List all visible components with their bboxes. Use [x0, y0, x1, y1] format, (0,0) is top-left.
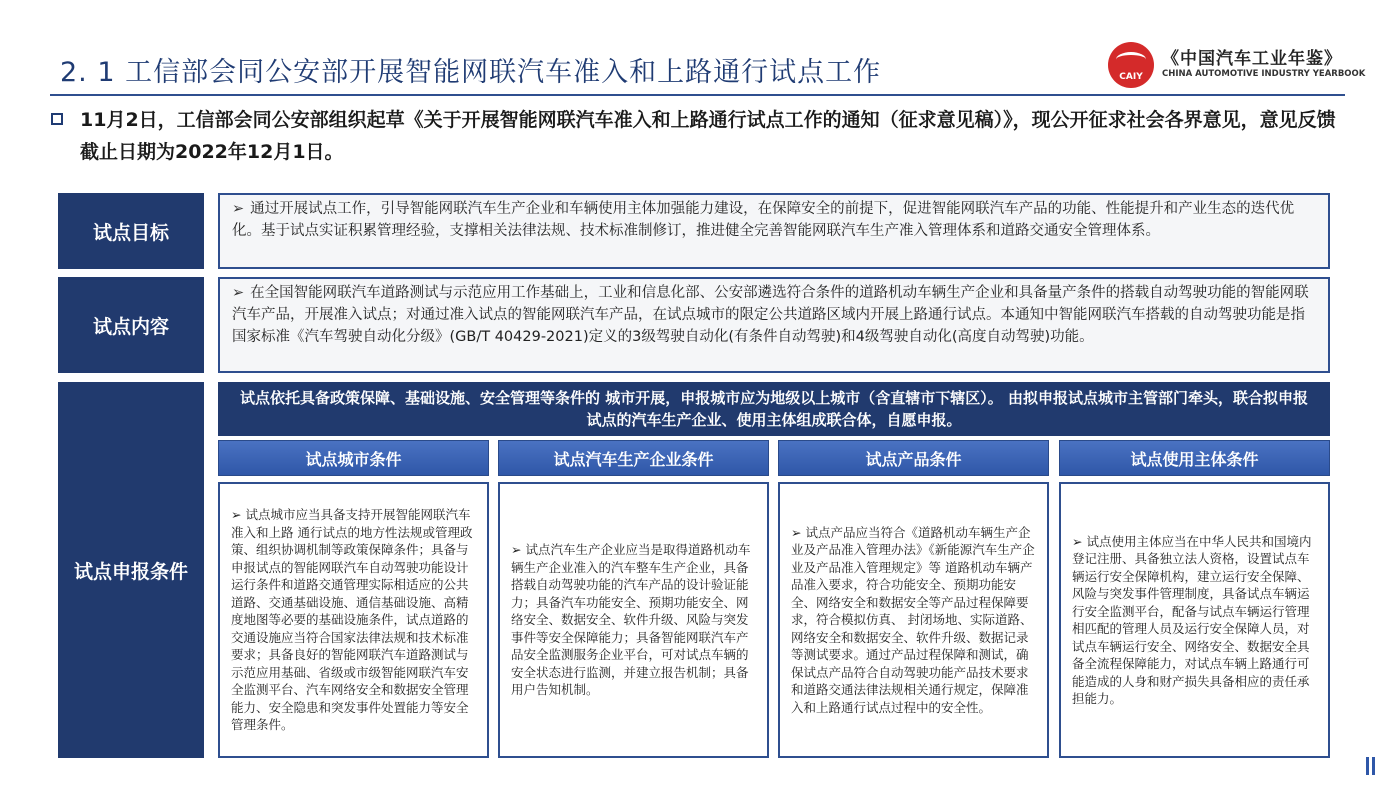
goal-text: 通过开展试点工作，引导智能网联汽车生产企业和车辆使用主体加强能力建设，在保障安全的前提下，促进智能网联汽车产品的功能、性能提升和产业生态的迭代优化。基于试点实证积累管理经验，支撑相关法律法规、技术标准制修订，推进健全完善智能网联汽车生产准入管理体系和道路交通安全管理体系。: [232, 201, 1295, 239]
logo-english-name: CHINA AUTOMOTIVE INDUSTRY YEARBOOK: [1162, 69, 1366, 79]
content-text: 在全国智能网联汽车道路测试与示范应用工作基础上，工业和信息化部、公安部遴选符合条件的道路机动车辆生产企业和具备量产条件的搭载自动驾驶功能的智能网联汽车产品，开展准入试点；对通过准入试点的智能网联汽车产品，在试点城市的限定公共道路区域内开展上路通行试点。本通知中智能网联汽车搭载的自动驾驶功能是指国家标准《汽车驾驶自动化分级》(GB/T 40429-2021)定义的3级驾驶自动化(有条件自动驾驶)和4级驾驶自动化(高度自动驾驶)功能。: [232, 285, 1309, 345]
arrow-bullet-icon: ➢: [1072, 533, 1083, 549]
content-label: 试点内容: [58, 277, 204, 373]
caiy-logo-icon: CAIY: [1108, 42, 1154, 88]
column-box-city: [218, 482, 489, 758]
apply-label: 试点申报条件: [58, 382, 204, 758]
column-text-product: 试点产品应当符合《道路机动车辆生产企业及产品准入管理办法》《新能源汽车生产企业及产品准入管理规定》等 道路机动车辆产品准入要求，符合功能安全、预期功能安全、网络安全和数据安全等产品过程保障要求，符合模拟仿真、 封闭场地、实际道路、网络安全和数据安全、软件升级、数据记录等测试要求。通过产品过程保障和测试，确保试点产品符合自动驾驶功能产品技术要求和道路交通法律法规相关通行规定，保障准入和上路通行试点过程中的安全性。: [791, 524, 1035, 715]
arrow-bullet-icon: ➢: [511, 542, 522, 558]
page-marker-icon: [1366, 757, 1378, 775]
column-text-manufacturer: 试点汽车生产企业应当是取得道路机动车辆生产企业准入的汽车整车生产企业，具备搭载自动驾驶功能的汽车产品的设计验证能力；具备汽车功能安全、预期功能安全、网络安全、数据安全、软件升级、风险与突发事件等安全保障能力；具备智能网联汽车产品安全监测服务企业平台，可对试点车辆的安全状态进行监测，并建立报告机制；具备用户告知机制。: [511, 542, 751, 698]
column-text-operator: 试点使用主体应当在中华人民共和国境内登记注册、具备独立法人资格，设置试点车辆运行安全保障机构，建立运行安全保障、风险与突发事件管理制度，具备试点车辆运行安全监测平台，配备与试点车辆运行管理相匹配的管理人员及运行安全保障人员，对试点车辆运行安全、网络安全、数据安全具备全流程保障能力，对试点车辆上路通行可能造成的人身和财产损失具备相应的责任承担能力。: [1072, 533, 1312, 706]
logo-chinese-name: 《中国汽车工业年鉴》: [1162, 49, 1342, 69]
column-head-product: 试点产品条件: [778, 440, 1049, 476]
column-box-operator: [1059, 482, 1330, 758]
square-bullet-icon: [51, 113, 63, 125]
goal-box: [218, 193, 1330, 269]
column-box-product: [778, 482, 1049, 758]
column-head-manufacturer: 试点汽车生产企业条件: [498, 440, 769, 476]
intro-paragraph: 11月2日，工信部会同公安部组织起草《关于开展智能网联汽车准入和上路通行试点工作的通知（征求意见稿）》，现公开征求社会各界意见，意见反馈截止日期为2022年12月1日。: [80, 109, 1336, 163]
arrow-bullet-icon: ➢: [232, 285, 245, 301]
column-head-operator: 试点使用主体条件: [1059, 440, 1330, 476]
yearbook-logo: [1108, 42, 1366, 88]
column-text-city: 试点城市应当具备支持开展智能网联汽车准入和上路 通行试点的地方性法规或管理政策、组织协调机制等政策保障条件；具备与申报试点的智能网联汽车自动驾驶功能设计 运行条件和道路交通管理实际相适应的公共道路、交通基础设施、通信基础设施、高精度地图等必要的基础设施条件，试点道路的交通设施应当符合国家法律法规和技术标准要求；具备良好的智能网联汽车道路测试与示范应用基础、省级或市级智能网联汽车安全监测平台、汽车网络安全和数据安全管理能力、安全隐患和突发事件处置能力等安全管理条件。: [231, 507, 473, 733]
apply-banner: 试点依托具备政策保障、基础设施、安全管理等条件的 城市开展，申报城市应为地级以上城市（含直辖市下辖区）。 由拟申报试点城市主管部门牵头，联合拟申报试点的汽车生产企业、使用主体组成联合体，自愿申报。: [218, 382, 1330, 436]
goal-label: 试点目标: [58, 193, 204, 269]
column-head-city: 试点城市条件: [218, 440, 489, 476]
arrow-bullet-icon: ➢: [232, 201, 245, 217]
arrow-bullet-icon: ➢: [791, 524, 802, 540]
column-box-manufacturer: [498, 482, 769, 758]
page-title: 2. 1 工信部会同公安部开展智能网联汽车准入和上路通行试点工作: [60, 57, 882, 88]
content-box: [218, 277, 1330, 373]
title-divider: [50, 94, 1345, 96]
arrow-bullet-icon: ➢: [231, 507, 242, 523]
